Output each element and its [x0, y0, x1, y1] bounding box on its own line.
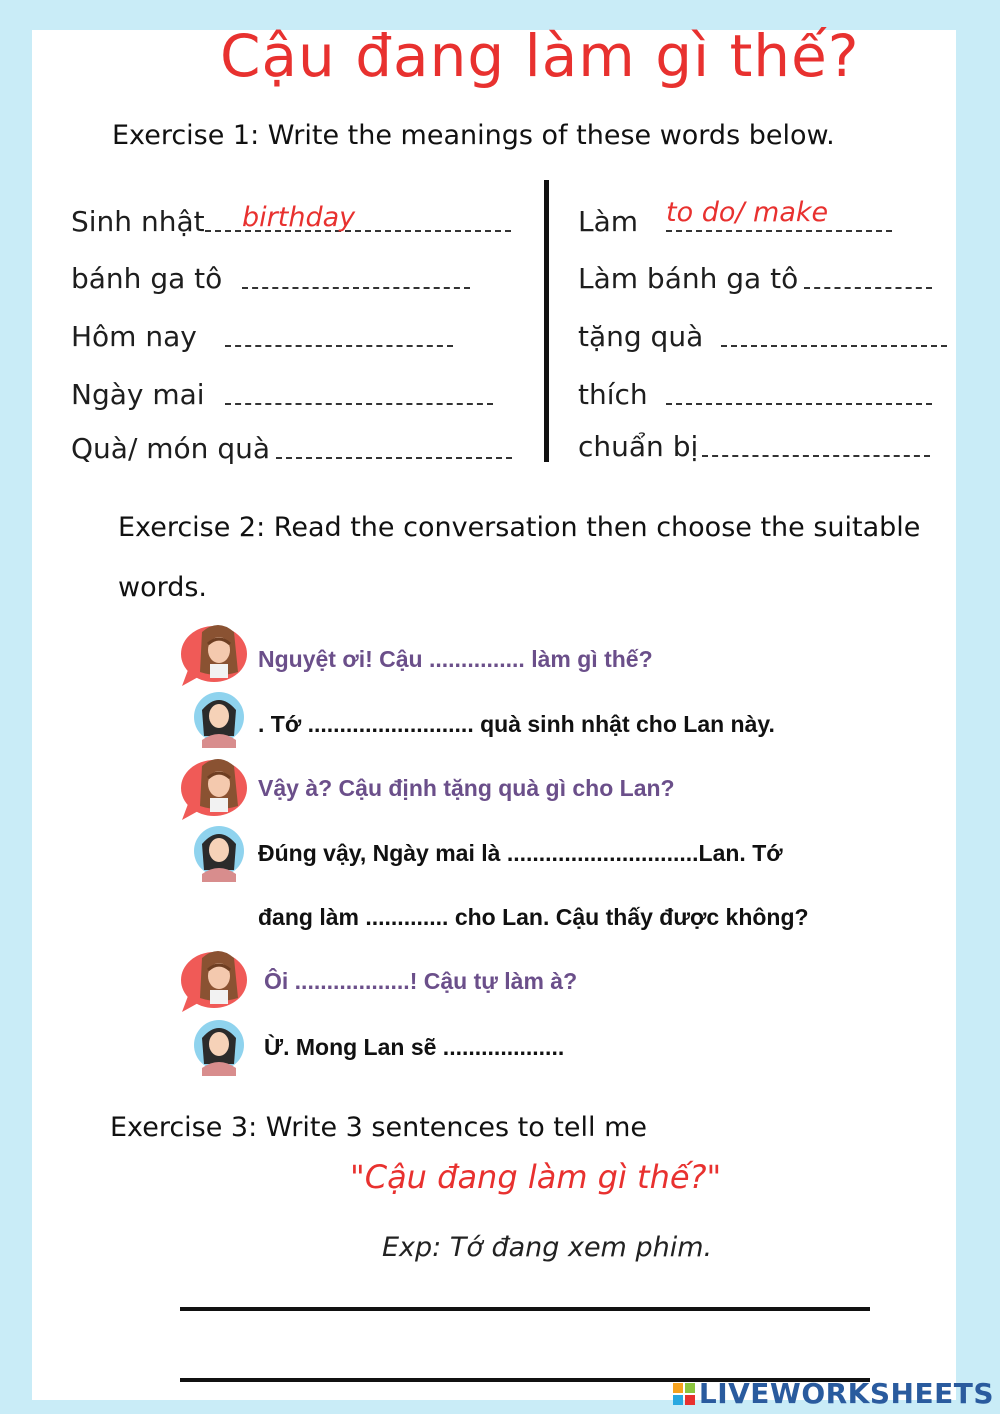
speaker-blue-avatar-icon	[188, 824, 250, 882]
exercise2-heading: Exercise 2: Read the conversation then choose the suitable	[118, 512, 921, 543]
vocab-word: Sinh nhật	[71, 205, 205, 238]
exercise2-heading-cont: words.	[118, 572, 208, 603]
footer-brand: LIVEWORKSHEETS	[698, 1377, 994, 1410]
answer-blank[interactable]	[702, 451, 930, 457]
answer-blank[interactable]	[666, 399, 932, 405]
writing-line[interactable]	[180, 1307, 870, 1311]
vocab-word: chuẩn bị	[578, 430, 699, 463]
filled-answer: to do/ make	[666, 197, 829, 228]
vocab-word: bánh ga tô	[71, 262, 223, 295]
exercise3-quote: "Cậu đang làm gì thế?"	[350, 1158, 722, 1196]
vocab-word: Ngày mai	[71, 378, 205, 411]
vocab-row	[71, 320, 453, 353]
dialogue-line: Đúng vậy, Ngày mai là ..............................Lan. Tớ	[258, 840, 783, 866]
dialogue-line: Ừ. Mong Lan sẽ ...................	[264, 1034, 565, 1060]
vocab-row	[578, 262, 932, 295]
vocab-word: Quà/ món quà	[71, 432, 271, 465]
dialogue-line: Vậy à? Cậu định tặng quà gì cho Lan?	[258, 775, 675, 801]
speaker-red-avatar-icon	[180, 754, 256, 822]
speaker-blue-avatar-icon	[188, 690, 250, 748]
dialogue-line: Nguyệt ơi! Cậu ............... làm gì thế?	[258, 646, 653, 672]
page-title: Cậu đang làm gì thế?	[220, 22, 860, 90]
vocab-row	[71, 378, 493, 411]
column-divider	[544, 180, 549, 462]
dialogue-line: Ôi ..................! Cậu tự làm à?	[264, 968, 578, 994]
answer-blank[interactable]	[804, 283, 932, 289]
answer-blank[interactable]	[242, 283, 470, 289]
vocab-word: tặng quà	[578, 320, 704, 353]
vocab-row	[578, 430, 930, 463]
logo-mark-icon	[673, 1383, 695, 1405]
answer-blank[interactable]	[721, 341, 947, 347]
speaker-blue-avatar-icon	[188, 1018, 250, 1076]
vocab-word: Làm	[578, 205, 639, 238]
vocab-word: Hôm nay	[71, 320, 197, 353]
vocab-row	[71, 432, 512, 465]
vocab-row	[578, 320, 947, 353]
dialogue-line: đang làm ............. cho Lan. Cậu thấy được không?	[258, 904, 809, 930]
liveworksheets-logo	[673, 1377, 994, 1410]
exercise3-heading: Exercise 3: Write 3 sentences to tell me	[110, 1112, 648, 1143]
filled-answer: birthday	[242, 202, 356, 233]
speaker-red-avatar-icon	[180, 620, 256, 688]
exercise3-example: Exp: Tớ đang xem phim.	[382, 1232, 713, 1263]
answer-blank[interactable]	[225, 399, 493, 405]
answer-blank[interactable]	[225, 341, 453, 347]
dialogue-line: . Tớ .......................... quà sinh nhật cho Lan này.	[258, 711, 775, 737]
exercise1-heading: Exercise 1: Write the meanings of these words below.	[112, 120, 835, 151]
speaker-red-avatar-icon	[180, 946, 256, 1014]
vocab-word: thích	[578, 378, 648, 411]
vocab-word: Làm bánh ga tô	[578, 262, 799, 295]
answer-blank[interactable]	[276, 453, 512, 459]
vocab-row	[71, 262, 470, 295]
vocab-row	[578, 378, 932, 411]
